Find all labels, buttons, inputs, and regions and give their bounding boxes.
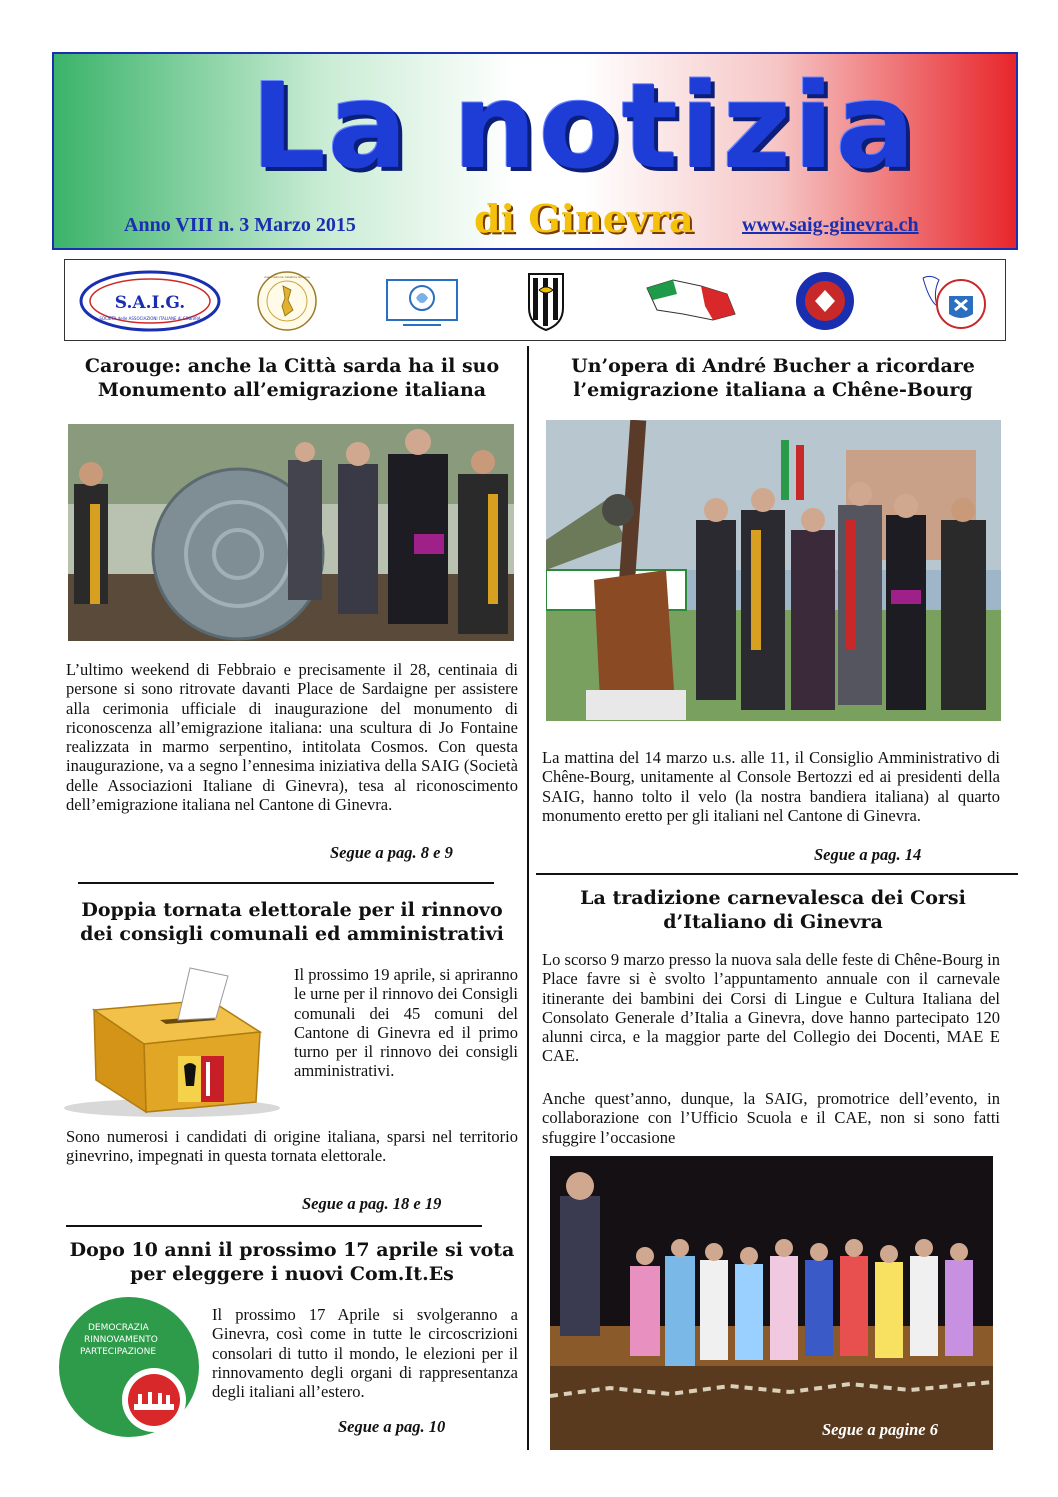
- article-carouge-headline: Carouge: anche la Città sarda ha il suo Monumento all’emigrazione italiana: [84, 355, 500, 401]
- masthead-title: La notizia: [250, 57, 918, 195]
- ballot-box-illustration: [60, 962, 285, 1119]
- carouge-monument-photo: [68, 424, 514, 641]
- website-link[interactable]: www.saig-ginevra.ch: [742, 214, 919, 236]
- article-carouge-body: L’ultimo weekend di Febbraio e precisamente il 28, centinaia di persone si sono ritrovate davanti Place de Sardaigne per assistere alla cerimonia ufficiale di inaugurazione del monumento di riconoscenza all’emigrazione italiana: una scultura di Jo Fontaine realizzata in marmo serpentino, intitolata Cosmos. Con questa inaugurazione, va a segno l’ennesima iniziativa della SAIG (Società delle Associazioni Italiane di Ginevra), tesa al riconoscimento dell’emigrazione italiana nel Cantone di Ginevra.: [66, 660, 518, 815]
- divider-rule: [78, 882, 494, 884]
- article-bucher-body: La mattina del 14 marzo u.s. alle 11, il Consiglio Amministrativo di Chêne-Bourg, unitamente al Console Bertozzi ed ai presidenti della SAIG, hanno tolto il velo (la nostra bandiera italiana) al quarto monumento eretto per gli italiani nel Cantone di Ginevra.: [542, 748, 1000, 825]
- shield-logo: [527, 270, 565, 332]
- italy-circle-logo: [917, 270, 991, 332]
- article-carouge-segue[interactable]: Segue a pag. 8 e 9: [330, 843, 453, 862]
- badge-line-2: RINNOVAMENTO: [84, 1335, 158, 1345]
- article-comites-headline: Dopo 10 anni il prossimo 17 aprile si vota per eleggere i nuovi Com.It.Es: [69, 1239, 515, 1285]
- chene-bourg-monument-photo: [546, 420, 1001, 721]
- saig-logo-subtext: SOCIETÀ delle ASSOCIAZIONI ITALIANE di GINEVRA: [99, 316, 201, 321]
- column-divider: [527, 346, 529, 1450]
- article-carnevale-headline: La tradizione carnevalesca dei Corsi d’Italiano di Ginevra: [580, 887, 966, 933]
- masthead: [52, 52, 1018, 250]
- article-elezioni-body2: Sono numerosi i candidati di origine italiana, sparsi nel territorio ginevrino, impegnati in questa tornata elettorale.: [66, 1127, 518, 1166]
- masthead-subtitle: di Ginevra: [474, 196, 694, 241]
- badge-line-1: DEMOCRAZIA: [88, 1323, 149, 1333]
- article-bucher-headline: Un’opera di André Bucher a ricordare l’emigrazione italiana a Chêne-Bourg: [571, 355, 975, 401]
- article-comites-body: Il prossimo 17 Aprile si svolgeranno a Ginevra, così come in tutte le circoscrizioni consolari di tutto il mondo, le elezioni per il rinnovamento degli organi di rappresentanza degli italiani all’estero.: [212, 1305, 518, 1402]
- association-logos: [64, 259, 1006, 341]
- association-emblem-logo: [383, 270, 461, 332]
- round-association-logo: [793, 270, 857, 332]
- article-elezioni-headline: Doppia tornata elettorale per il rinnovo dei consigli comunali ed amministrativi: [80, 899, 504, 945]
- saig-logo: [79, 270, 221, 332]
- article-carnevale-segue[interactable]: Segue a pagine 6: [822, 1420, 938, 1439]
- saig-logo-text: S.A.I.G.: [114, 293, 186, 313]
- calabria-logo-text: Associazione Calabria Ginevra: [264, 275, 310, 279]
- article-elezioni-body1: Il prossimo 19 aprile, si apriranno le urne per il rinnovo dei Consigli comunali dei 45 comuni del Cantone di Ginevra ed il primo turno per il rinnovo dei consigli amministrativi.: [294, 965, 518, 1081]
- article-elezioni-segue[interactable]: Segue a pag. 18 e 19: [302, 1194, 442, 1213]
- carnival-children-photo: [550, 1156, 993, 1450]
- article-carnevale-body1: Lo scorso 9 marzo presso la nuova sala delle feste di Chêne-Bourg in Place favre si è svolto l’appuntamento annuale con il carnevale itinerante dei bambini dei Corsi di Lingue e Cultura Italiana del Consolato Generale d’Italia a Ginevra, dove hanno partecipato 120 alunni circa, e la maggior parte del Collegio dei Docenti, MAE E CAE.: [542, 950, 1000, 1066]
- article-comites-segue[interactable]: Segue a pag. 10: [338, 1417, 446, 1436]
- article-bucher-segue[interactable]: Segue a pag. 14: [814, 845, 922, 864]
- divider-rule: [66, 1225, 482, 1227]
- article-carnevale-body2: Anche quest’anno, dunque, la SAIG, promotrice dell’evento, in collaborazione con l’Ufficio Scuola e il CAE, non si sono fatti sfuggire l’occasione: [542, 1089, 1000, 1147]
- divider-rule: [536, 873, 1018, 875]
- badge-line-3: PARTECIPAZIONE: [80, 1347, 157, 1357]
- emilia-romagna-flag-logo: [643, 270, 739, 332]
- issue-info: Anno VIII n. 3 Marzo 2015: [124, 214, 356, 236]
- calabria-association-logo: [255, 270, 319, 332]
- comites-badge: [58, 1296, 200, 1438]
